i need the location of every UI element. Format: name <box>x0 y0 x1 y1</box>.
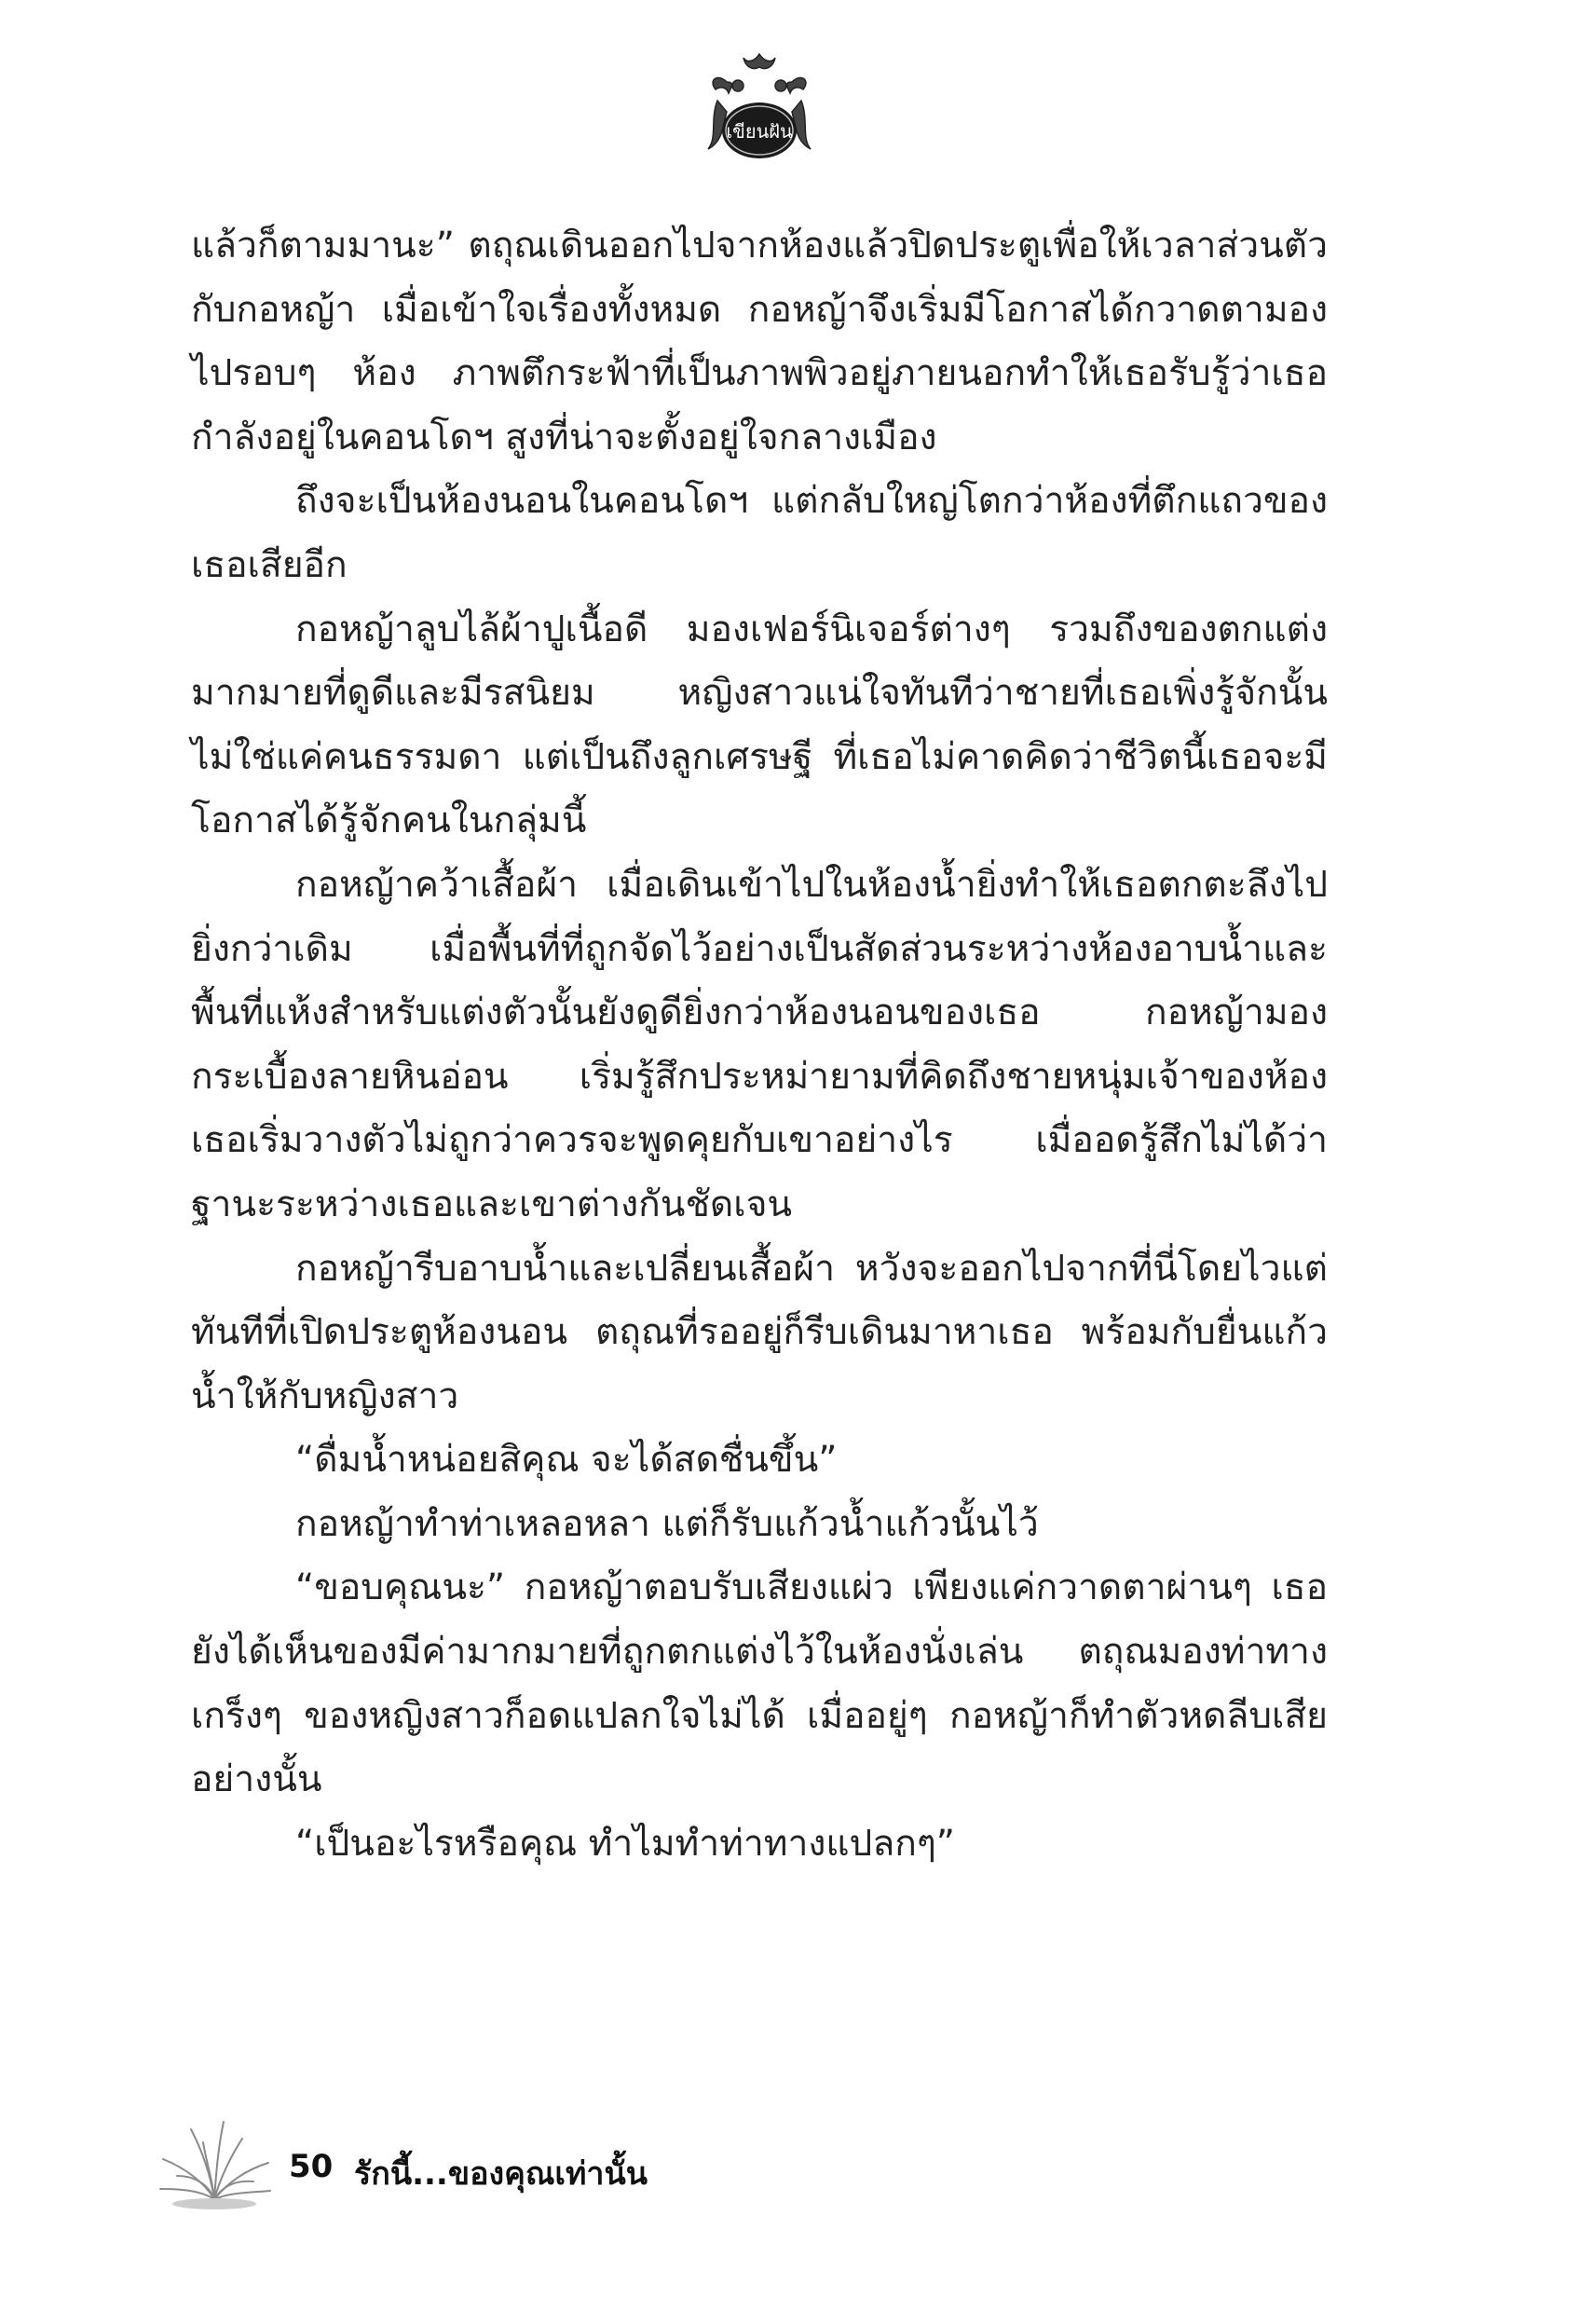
page-number: 50 <box>289 2148 334 2185</box>
paragraph: กอหญ้าคว้าเสื้อผ้า เมื่อเดินเข้าไปในห้องน้ำยิ่งทำให้เธอตกตะลึงไปยิ่งกว่าเดิม เมื่อพื้นที่ที่ถูกจัดไว้อย่างเป็นสัดส่วนระหว่างห้องอาบน้ำและพื้นที่แห้งสำหรับแต่งตัวนั้นยังดูดียิ่งกว่าห้องนอนของเธอ กอหญ้ามองกระเบื้องลายหินอ่อน เริ่มรู้สึกประหม่ายามที่คิดถึงชายหนุ่มเจ้าของห้อง เธอเริ่มวางตัวไม่ถูกว่าควรจะพูดคุยกับเขาอย่างไร เมื่ออดรู้สึกไม่ได้ว่าฐานะระหว่างเธอและเขาต่างกันชัดเจน <box>191 863 1328 1225</box>
paragraph: กอหญ้าลูบไล้ผ้าปูเนื้อดี มองเฟอร์นิเจอร์ต่างๆ รวมถึงของตกแต่งมากมายที่ดูดีและมีรสนิยม หญิงสาวแน่ใจทันทีว่าชายที่เธอเพิ่งรู้จักนั้นไม่ใช่แค่คนธรรมดา แต่เป็นถึงลูกเศรษฐี ที่เธอไม่คาดคิดว่าชีวิตนี้เธอจะมีโอกาสได้รู้จักคนในกลุ่มนี้ <box>191 608 1328 842</box>
paragraph: “เป็นอะไรหรือคุณ ทำไมทำท่าทางแปลกๆ” <box>295 1822 955 1865</box>
paragraph: แล้วก็ตามมานะ” ตถุณเดินออกไปจากห้องแล้วปิดประตูเพื่อให้เวลาส่วนตัวกับกอหญ้า เมื่อเข้าใจเรื่องทั้งหมด กอหญ้าจึงเริ่มมีโอกาสได้กวาดตามองไปรอบๆ ห้อง ภาพตึกระฟ้าที่เป็นภาพพิวอยู่ภายนอกทำให้เธอรับรู้ว่าเธอกำลังอยู่ในคอนโดฯ สูงที่น่าจะตั้งอยู่ใจกลางเมือง <box>191 225 1328 458</box>
paragraph: ถึงจะเป็นห้องนอนในคอนโดฯ แต่กลับใหญ่โตกว่าห้องที่ตึกแถวของเธอเสียอีก <box>191 480 1328 586</box>
page-footer <box>149 2111 894 2222</box>
book-title: รักนี้...ของคุณเท่านั้น <box>354 2155 648 2193</box>
logo-text: เขียนฝัน <box>726 120 793 143</box>
publisher-logo <box>689 45 829 175</box>
paragraph: กอหญ้าทำท่าเหลอหลา แต่ก็รับแก้วน้ำแก้วนั้นไว้ <box>295 1502 1039 1545</box>
paragraph: “ขอบคุณนะ” กอหญ้าตอบรับเสียงแผ่ว เพียงแค่กวาดตาผ่านๆ เธอยังได้เห็นของมีค่ามากมายที่ถูกตกแต่งไว้ในห้องนั่งเล่น ตถุณมองท่าทางเกร็งๆ ของหญิงสาวก็อดแปลกใจไม่ได้ เมื่ออยู่ๆ กอหญ้าก็ทำตัวหดลีบเสียอย่างนั้น <box>191 1566 1328 1801</box>
paragraph: “ดื่มน้ำหน่อยสิคุณ จะได้สดชื่นขึ้น” <box>295 1439 838 1482</box>
paragraph: กอหญ้ารีบอาบน้ำและเปลี่ยนเสื้อผ้า หวังจะออกไปจากที่นี่โดยไวแต่ทันทีที่เปิดประตูห้องนอน ตถุณที่รออยู่ก็รีบเดินมาหาเธอ พร้อมกับยื่นแก้วน้ำให้กับหญิงสาว <box>191 1247 1328 1417</box>
grass-plant-icon <box>149 2111 280 2213</box>
page-body <box>191 214 1328 1876</box>
